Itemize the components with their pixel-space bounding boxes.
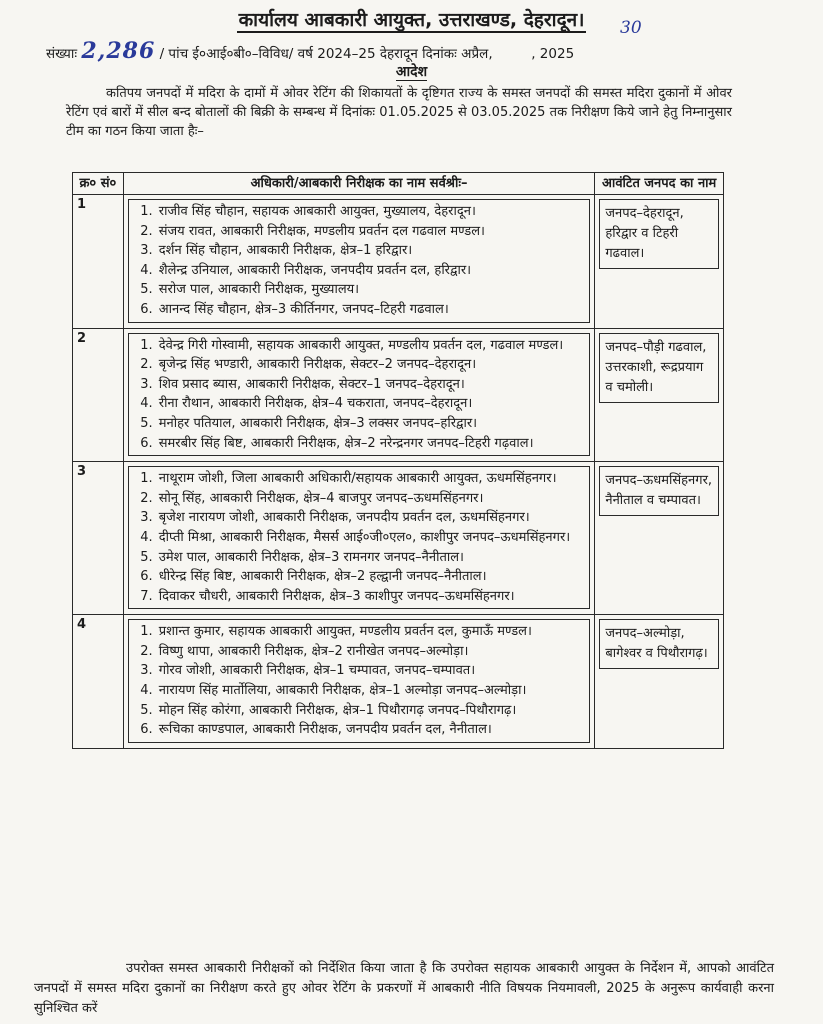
order-heading-text: आदेश — [395, 64, 428, 80]
list-item: 3. गोरव जोशी, आबकारी निरीक्षक, क्षेत्र–1 चम्पावत, जनपद–चम्पावत। — [157, 661, 584, 681]
table-header-row — [73, 173, 724, 195]
reference-line — [46, 38, 786, 64]
member-list — [135, 336, 584, 454]
list-item: 2. सोनू सिंह, आबकारी निरीक्षक, क्षेत्र–4 बाजपुर जनपद–ऊधमसिंहनगर। — [157, 489, 584, 509]
team-table — [72, 172, 724, 749]
table-row — [73, 195, 724, 329]
list-item: 4. शैलेन्द्र उनियाल, आबकारी निरीक्षक, जनपदीय प्रवर्तन दल, हरिद्वार। — [157, 261, 584, 281]
list-item: 6. आनन्द सिंह चौहान, क्षेत्र–3 कीर्तिनगर, जनपद–टिहरी गढवाल। — [157, 300, 584, 320]
team-districts-cell — [595, 328, 724, 462]
list-item: 1. देवेन्द्र गिरी गोस्वामी, सहायक आबकारी आयुक्त, मण्डलीय प्रवर्तन दल, गढवाल मण्डल। — [157, 336, 584, 356]
header-serial — [73, 173, 124, 195]
team-members-box — [128, 199, 591, 323]
list-item: 2. संजय रावत, आबकारी निरीक्षक, मण्डलीय प्रवर्तन दल गढवाल मण्डल। — [157, 222, 584, 242]
team-districts-cell — [595, 195, 724, 329]
team-serial: 2 — [73, 328, 124, 462]
list-item: 2. विष्णु थापा, आबकारी निरीक्षक, क्षेत्र–2 रानीखेत जनपद–अल्मोड़ा। — [157, 642, 584, 662]
list-item: 7. दिवाकर चौधरी, आबकारी निरीक्षक, क्षेत्र–3 काशीपुर जनपद–ऊधमसिंहनगर। — [157, 587, 584, 607]
list-item: 1. नाथूराम जोशी, जिला आबकारी अधिकारी/सहायक आबकारी आयुक्त, ऊधमसिंहनगर। — [157, 469, 584, 489]
handwritten-date: 30 — [620, 18, 642, 38]
team-serial: 3 — [73, 462, 124, 615]
team-members-cell — [123, 462, 595, 615]
header-districts — [595, 173, 724, 195]
team-members-cell — [123, 195, 595, 329]
team-districts: जनपद–ऊधमसिंहनगर, नैनीताल व चम्पावत। — [599, 466, 719, 516]
member-list — [135, 202, 584, 320]
member-list — [135, 469, 584, 606]
list-item: 3. दर्शन सिंह चौहान, आबकारी निरीक्षक, क्षेत्र–1 हरिद्वार। — [157, 241, 584, 261]
header-districts-text: आवंटित जनपद का नाम — [602, 176, 717, 191]
list-item: 6. रूचिका काण्डपाल, आबकारी निरीक्षक, जनपदीय प्रवर्तन दल, नैनीताल। — [157, 720, 584, 740]
list-item: 4. नारायण सिंह मार्तोलिया, आबकारी निरीक्षक, क्षेत्र–1 अल्मोड़ा जनपद–अल्मोड़ा। — [157, 681, 584, 701]
list-item: 3. शिव प्रसाद ब्यास, आबकारी निरीक्षक, सेक्टर–1 जनपद–देहरादून। — [157, 375, 584, 395]
table-row — [73, 615, 724, 749]
ref-text: / पांच ई०आई०बी०–विविध/ वर्ष 2024–25 देहरादून दिनांकः अप्रैल, — [159, 46, 493, 62]
team-members-cell — [123, 328, 595, 462]
ref-prefix: संख्याः — [46, 46, 78, 62]
team-serial: 1 — [73, 195, 124, 329]
list-item: 6. धीरेन्द्र सिंह बिष्ट, आबकारी निरीक्षक, क्षेत्र–2 हल्द्वानी जनपद–नैनीताल। — [157, 567, 584, 587]
team-districts: जनपद–पौड़ी गढवाल, उत्तरकाशी, रूद्रप्रयाग व चमोली। — [599, 333, 719, 403]
list-item: 5. उमेश पाल, आबकारी निरीक्षक, क्षेत्र–3 रामनगर जनपद–नैनीताल। — [157, 548, 584, 568]
list-item: 6. समरबीर सिंह बिष्ट, आबकारी निरीक्षक, क्षेत्र–2 नरेन्द्रनगर जनपद–टिहरी गढ़वाल। — [157, 434, 584, 454]
list-item: 5. सरोज पाल, आबकारी निरीक्षक, मुख्यालय। — [157, 280, 584, 300]
list-item: 5. मनोहर पतियाल, आबकारी निरीक्षक, क्षेत्र–3 लक्सर जनपद–हरिद्वार। — [157, 414, 584, 434]
list-item: 4. दीप्ती मिश्रा, आबकारी निरीक्षक, मैसर्स आई०जी०एल०, काशीपुर जनपद–ऊधमसिंहनगर। — [157, 528, 584, 548]
team-members-cell — [123, 615, 595, 749]
header-names-text: अधिकारी/आबकारी निरीक्षक का नाम सर्वश्रीः– — [250, 176, 468, 191]
team-districts: जनपद–देहरादून, हरिद्वार व टिहरी गढवाल। — [599, 199, 719, 269]
member-list — [135, 622, 584, 740]
header-serial-text: क्र० सं० — [79, 176, 117, 191]
list-item: 3. बृजेश नारायण जोशी, आबकारी निरीक्षक, जनपदीय प्रवर्तन दल, ऊधमसिंहनगर। — [157, 508, 584, 528]
office-title — [0, 6, 823, 32]
header-names — [123, 173, 595, 195]
team-serial: 4 — [73, 615, 124, 749]
list-item: 1. प्रशान्त कुमार, सहायक आबकारी आयुक्त, मण्डलीय प्रवर्तन दल, कुमाऊँ मण्डल। — [157, 622, 584, 642]
ref-year: , 2025 — [531, 46, 575, 62]
team-districts-cell — [595, 462, 724, 615]
list-item: 1. राजीव सिंह चौहान, सहायक आबकारी आयुक्त, मुख्यालय, देहरादून। — [157, 202, 584, 222]
closing-paragraph: उपरोक्त समस्त आबकारी निरीक्षकों को निर्देशित किया जाता है कि उपरोक्त सहायक आबकारी आयुक्त के निर्देशन में, आपको आवंटित जनपदों में समस्त मदिरा दुकानों का निरीक्षण करते हुए ओवर रेटिंग के प्रकरणों में आबकारी नीति विषयक नियमावली, 2025 के अनुरूप कार्यवाही करना सुनिश्चित करें — [34, 961, 774, 1016]
intro-paragraph: कतिपय जनपदों में मदिरा के दामों में ओवर रेटिंग की शिकायतों के दृष्टिगत राज्य के समस्त जनपदों की समस्त मदिरा दुकानों में ओवर रेटिंग एवं बारों में सील बन्द बोतालों की बिक्री के सम्बन्ध में दिनांकः 01.05.2025 से 03.05.2025 तक निरीक्षण किये जाने हेतु निम्नानुसार टीम का गठन किया जाता हैः– — [66, 86, 732, 139]
table-row — [73, 328, 724, 462]
handwritten-ref-number: 2,286 — [81, 38, 156, 64]
list-item: 2. बृजेन्द्र सिंह भण्डारी, आबकारी निरीक्षक, सेक्टर–2 जनपद–देहरादून। — [157, 355, 584, 375]
team-members-box — [128, 466, 591, 609]
order-heading — [0, 62, 823, 81]
team-districts: जनपद–अल्मोड़ा, बागेश्वर व पिथौरागढ़। — [599, 619, 719, 669]
list-item: 4. रीना रौथान, आबकारी निरीक्षक, क्षेत्र–4 चकराता, जनपद–देहरादून। — [157, 394, 584, 414]
list-item: 5. मोहन सिंह कोरंगा, आबकारी निरीक्षक, क्षेत्र–1 पिथौरागढ़ जनपद–पिथौरागढ़। — [157, 701, 584, 721]
team-members-box — [128, 619, 591, 743]
table-row — [73, 462, 724, 615]
team-districts-cell — [595, 615, 724, 749]
team-members-box — [128, 333, 591, 457]
office-title-text: कार्यालय आबकारी आयुक्त, उत्तराखण्ड, देहरादून। — [238, 9, 585, 31]
